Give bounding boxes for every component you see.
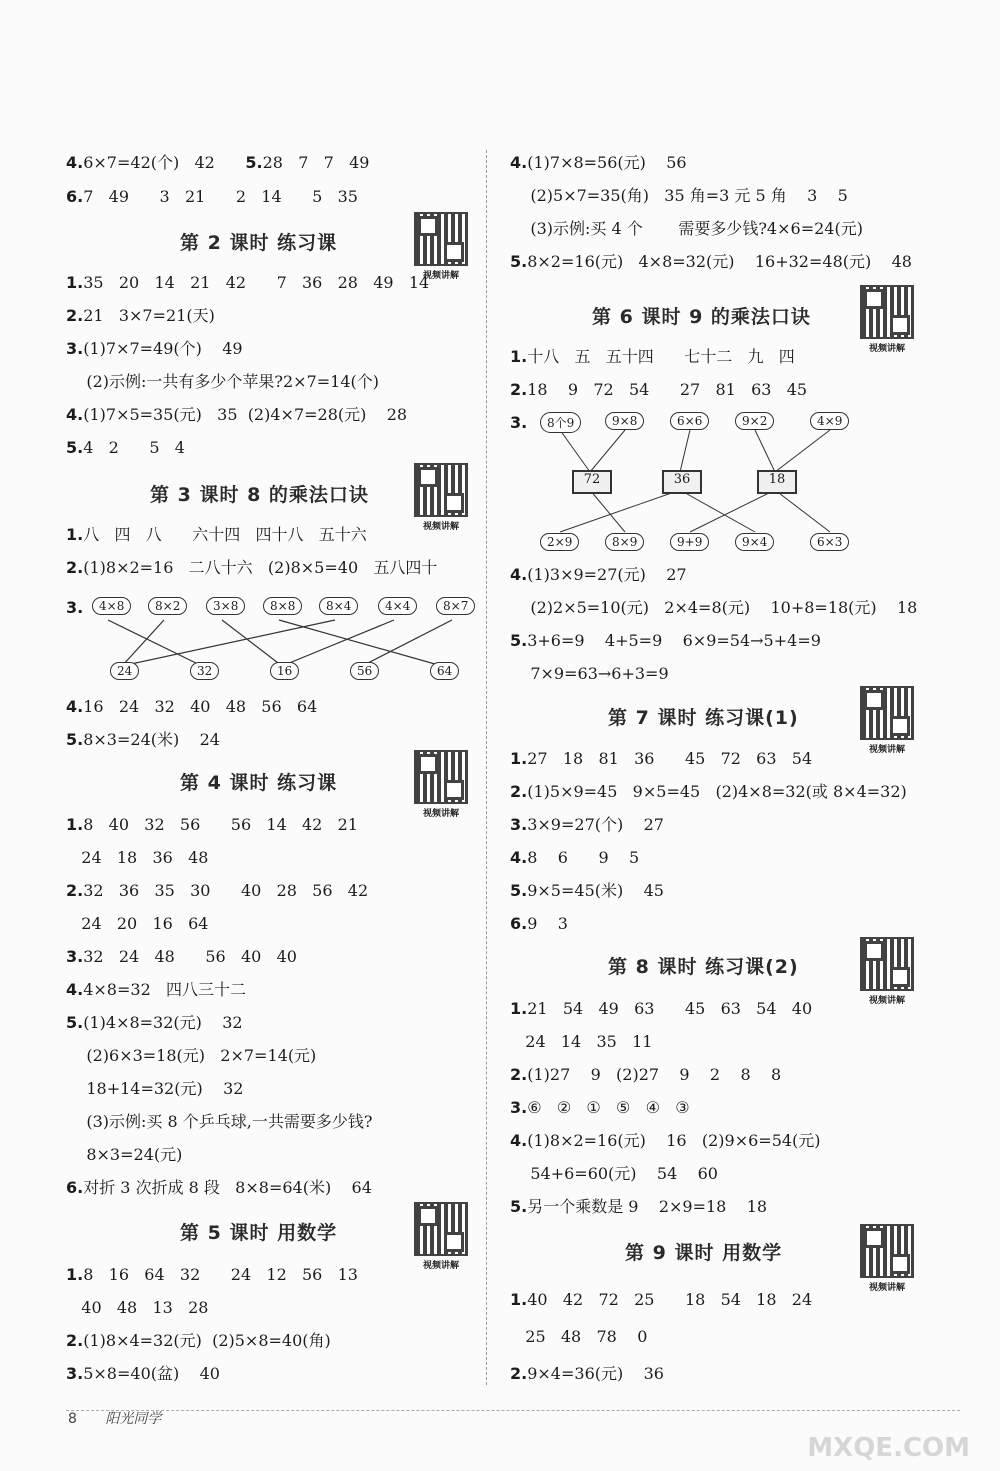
answer-text: 8 16 64 32 24 12 56 13 <box>83 1265 358 1284</box>
answer-line <box>66 1046 316 1066</box>
multiplication-bubble: 8×8 <box>263 597 302 615</box>
answer-text: 另一个乘数是 9 2×9=18 18 <box>527 1197 768 1216</box>
answer-text: 7×9=63→6+3=9 <box>510 664 669 683</box>
qr-code-icon <box>414 212 468 266</box>
lesson-heading: 第 6 课时 9 的乘法口诀 <box>592 306 811 328</box>
question-number: 2. <box>66 558 84 577</box>
answer-text: 24 20 16 64 <box>66 914 209 933</box>
qr-code-icon <box>414 463 468 517</box>
question-number: 2. <box>66 306 84 325</box>
answer-text: 28 7 7 49 <box>262 153 370 172</box>
answer-text: 21 54 49 63 45 63 54 40 <box>527 999 813 1018</box>
question-number: 2. <box>510 782 528 801</box>
qr-code <box>414 463 468 532</box>
product-bubble: 32 <box>190 662 219 680</box>
answer-line <box>510 1164 718 1184</box>
answer-line <box>510 1131 821 1151</box>
answer-text: (1)7×8=56(元) 56 <box>527 153 687 172</box>
expression-bubble: 9+9 <box>670 533 709 551</box>
answer-line <box>66 1331 331 1351</box>
multiplication-bubble: 9×8 <box>605 412 644 430</box>
page-number: 8 <box>68 1411 77 1427</box>
answer-text: (2)6×3=18(元) 2×7=14(元) <box>66 1046 317 1065</box>
answer-text: 9×5=45(米) 45 <box>527 881 664 900</box>
question-number: 4. <box>510 1131 528 1150</box>
answer-line <box>66 1298 208 1318</box>
answer-line <box>510 999 812 1019</box>
answer-text: 3×9=27(个) 27 <box>527 815 664 834</box>
answer-text: (1)4×8=32(元) 32 <box>83 1013 243 1032</box>
question-number <box>510 413 527 433</box>
answer-line <box>66 947 297 967</box>
question-number: 5. <box>510 881 528 900</box>
answer-line <box>510 1364 664 1384</box>
answer-text: (1)8×2=16 二八十六 (2)8×5=40 五八四十 <box>83 558 438 577</box>
answer-line <box>66 372 379 392</box>
connector-line <box>690 490 775 532</box>
answer-line <box>66 914 208 934</box>
answer-line <box>66 730 220 750</box>
question-number: 3. <box>66 947 84 966</box>
product-box: 18 <box>757 470 797 494</box>
answer-text: 27 18 81 36 45 72 63 54 <box>527 749 813 768</box>
lesson-heading: 第 7 课时 练习课(1) <box>608 707 799 729</box>
qr-code <box>860 285 914 354</box>
answer-text: (2)5×7=35(角) 35 角=3 元 5 角 3 5 <box>510 186 848 205</box>
question-number: 1. <box>510 749 528 768</box>
qr-code <box>860 1224 914 1293</box>
answer-text: (1)27 9 (2)27 9 2 8 8 <box>527 1065 782 1084</box>
question-number: 1. <box>66 1265 84 1284</box>
answer-line <box>510 749 812 769</box>
answer-line <box>510 914 568 934</box>
answer-text: (1)3×9=27(元) 27 <box>527 565 687 584</box>
lesson-heading: 第 8 课时 练习课(2) <box>608 956 799 978</box>
connector-line <box>680 430 690 472</box>
qr-code-icon <box>414 750 468 804</box>
answer-text: 32 24 48 56 40 40 <box>83 947 297 966</box>
multiplication-bubble: 4×8 <box>92 597 131 615</box>
question-number: 1. <box>510 1290 528 1309</box>
question-number <box>66 598 83 618</box>
question-number: 6. <box>66 1178 84 1197</box>
qr-caption: 视频讲解 <box>422 522 459 532</box>
question-number: 5. <box>66 438 84 457</box>
answer-text: 4 2 5 4 <box>83 438 185 457</box>
question-number: 5. <box>510 252 528 271</box>
question-number: 3. <box>510 1098 528 1117</box>
answer-text: 18+14=32(元) 32 <box>66 1079 244 1098</box>
question-number: 5. <box>245 153 263 172</box>
answer-text: (2)示例:一共有多少个苹果?2×7=14(个) <box>66 372 379 391</box>
answer-line <box>510 1327 647 1347</box>
answer-text: 9 3 <box>527 914 568 933</box>
qr-code-icon <box>860 937 914 991</box>
lesson-heading: 第 5 课时 用数学 <box>180 1222 338 1244</box>
question-number: 1. <box>510 999 528 1018</box>
question-number: 4. <box>66 697 84 716</box>
multiplication-bubble: 9×2 <box>735 412 774 430</box>
question-number: 2. <box>66 881 84 900</box>
question-number: 1. <box>66 815 84 834</box>
answer-line <box>66 405 407 425</box>
question-number: 2. <box>510 1065 528 1084</box>
product-box: 36 <box>662 470 702 494</box>
answer-text: 24 14 35 11 <box>510 1032 653 1051</box>
answer-text: 8 40 32 56 56 14 42 21 <box>83 815 358 834</box>
answer-line <box>66 1112 372 1132</box>
answer-line <box>510 782 907 802</box>
answer-line <box>66 153 369 173</box>
answer-line <box>66 1079 243 1099</box>
question-number: 5. <box>510 631 528 650</box>
connector-line <box>680 490 755 532</box>
answer-text: 16 24 32 40 48 56 64 <box>83 697 318 716</box>
answer-line <box>510 186 848 206</box>
product-bubble: 56 <box>350 662 379 680</box>
multiplication-bubble: 8×4 <box>319 597 358 615</box>
multiplication-bubble: 8×7 <box>436 597 475 615</box>
question-number: 4. <box>66 980 84 999</box>
answer-line <box>510 631 821 651</box>
answer-line <box>510 598 917 618</box>
answer-text: 35 20 14 21 42 7 36 28 49 14 <box>83 273 430 292</box>
answer-line <box>510 380 807 400</box>
qr-code-icon <box>860 1224 914 1278</box>
answer-line <box>66 881 368 901</box>
answer-line <box>66 1265 358 1285</box>
qr-code <box>860 937 914 1006</box>
answer-text: 十八 五 五十四 七十二 九 四 <box>527 347 795 366</box>
answer-text: 八 四 八 六十四 四十八 五十六 <box>83 525 367 544</box>
answer-text: 9×4=36(元) 36 <box>527 1364 664 1383</box>
qr-code <box>414 1202 468 1271</box>
product-box: 72 <box>572 470 612 494</box>
answer-line <box>510 848 639 868</box>
answer-line <box>66 1364 220 1384</box>
answer-line <box>510 1065 781 1085</box>
answer-text: 40 42 72 25 18 54 18 24 <box>527 1290 813 1309</box>
question-number: 2. <box>510 380 528 399</box>
answer-text: 8×3=24(米) 24 <box>83 730 220 749</box>
answer-text: (1)7×5=35(元) 35 (2)4×7=28(元) 28 <box>83 405 408 424</box>
qr-caption: 视频讲解 <box>868 996 905 1006</box>
question-number: 4. <box>66 405 84 424</box>
answer-line <box>510 1032 652 1052</box>
answer-line <box>66 1178 372 1198</box>
qr-code-icon <box>860 686 914 740</box>
answer-text: 40 48 13 28 <box>66 1298 209 1317</box>
answer-line <box>510 153 687 173</box>
question-number: 1. <box>66 525 84 544</box>
lesson-heading: 第 3 课时 8 的乘法口诀 <box>150 484 369 506</box>
question-number: 4. <box>510 565 528 584</box>
answer-text: (1)8×2=16(元) 16 (2)9×6=54(元) <box>527 1131 821 1150</box>
question-number: 3. <box>66 1364 84 1383</box>
multiplication-bubble: 3×8 <box>206 597 245 615</box>
multiplication-bubble: 8×2 <box>148 597 187 615</box>
expression-bubble: 8×9 <box>605 533 644 551</box>
answer-text: (3)示例:买 4 个 需要多少钱?4×6=24(元) <box>510 219 863 238</box>
product-bubble: 64 <box>430 662 459 680</box>
qr-caption: 视频讲解 <box>868 1283 905 1293</box>
answer-line <box>66 815 358 835</box>
answer-line <box>510 252 912 272</box>
connector-line <box>755 430 775 472</box>
qr-code <box>414 212 468 281</box>
answer-text: (2)2×5=10(元) 2×4=8(元) 10+8=18(元) 18 <box>510 598 918 617</box>
answer-line <box>510 881 664 901</box>
answer-text: 4×8=32 四八三十二 <box>83 980 247 999</box>
expression-bubble: 9×4 <box>735 533 774 551</box>
multiplication-bubble: 4×9 <box>810 412 849 430</box>
column-divider <box>486 150 487 1385</box>
connector-line <box>560 430 590 472</box>
connector-line <box>775 490 830 532</box>
answer-line <box>66 848 208 868</box>
question-number: 5. <box>66 1013 84 1032</box>
lesson-heading: 第 2 课时 练习课 <box>180 232 338 254</box>
watermark: MXQE.COM <box>807 1433 970 1463</box>
answer-text: (1)7×7=49(个) 49 <box>83 339 243 358</box>
multiplication-bubble: 6×6 <box>670 412 709 430</box>
answer-text: 21 3×7=21(天) <box>83 306 215 325</box>
answer-text: 32 36 35 30 40 28 56 42 <box>83 881 369 900</box>
answer-line <box>510 1290 812 1310</box>
question-number: 4. <box>510 848 528 867</box>
answer-text: 6×7=42(个) 42 <box>83 153 246 172</box>
product-bubble: 16 <box>270 662 299 680</box>
footer-rule <box>66 1410 960 1411</box>
question-number: 1. <box>66 273 84 292</box>
question-number: 2. <box>66 1331 84 1350</box>
qr-code <box>860 686 914 755</box>
expression-bubble: 6×3 <box>810 533 849 551</box>
answer-line <box>66 558 437 578</box>
question-number: 3. <box>510 815 528 834</box>
answer-text: 24 18 36 48 <box>66 848 209 867</box>
qr-caption: 视频讲解 <box>868 344 905 354</box>
qr-caption: 视频讲解 <box>422 809 459 819</box>
question-number: 1. <box>510 347 528 366</box>
question-number: 3. <box>510 413 528 432</box>
qr-code <box>414 750 468 819</box>
answer-line <box>66 273 429 293</box>
answer-line <box>510 347 795 367</box>
answer-text: (1)5×9=45 9×5=45 (2)4×8=32(或 8×4=32) <box>527 782 907 801</box>
qr-code-icon <box>414 1202 468 1256</box>
question-number: 4. <box>66 153 84 172</box>
connector-line <box>590 430 625 472</box>
answer-line <box>510 565 687 585</box>
question-number: 3. <box>66 339 84 358</box>
answer-text: 7 49 3 21 2 14 5 35 <box>83 187 358 206</box>
qr-caption: 视频讲解 <box>868 745 905 755</box>
qr-caption: 视频讲解 <box>422 271 459 281</box>
product-bubble: 24 <box>110 662 139 680</box>
connector-line <box>122 620 164 666</box>
answer-line <box>66 306 215 326</box>
answer-line <box>66 1013 243 1033</box>
connector-line <box>282 620 394 666</box>
expression-bubble: 2×9 <box>540 533 579 551</box>
answer-line <box>66 339 243 359</box>
answer-line <box>66 980 246 1000</box>
answer-line <box>66 1145 182 1165</box>
answer-text: 54+6=60(元) 54 60 <box>510 1164 718 1183</box>
answer-line <box>66 697 317 717</box>
question-number: 4. <box>510 153 528 172</box>
answer-text: ⑥ ② ① ⑤ ④ ③ <box>527 1098 690 1117</box>
answer-text: (3)示例:买 8 个乒乓球,一共需要多少钱? <box>66 1112 373 1131</box>
answer-text: 25 48 78 0 <box>510 1327 648 1346</box>
answer-line <box>66 187 358 207</box>
qr-code-icon <box>860 285 914 339</box>
answer-line <box>510 1098 690 1118</box>
question-number: 6. <box>510 914 528 933</box>
answer-text: 8×3=24(元) <box>66 1145 183 1164</box>
answer-line <box>510 219 863 239</box>
question-number: 6. <box>66 187 84 206</box>
qr-caption: 视频讲解 <box>422 1261 459 1271</box>
connector-line <box>362 620 452 666</box>
question-number: 5. <box>510 1197 528 1216</box>
footer-badge <box>68 1408 161 1428</box>
connector-line <box>775 430 830 472</box>
answer-text: 8 6 9 5 <box>527 848 640 867</box>
answer-text: 3+6=9 4+5=9 6×9=54→5+4=9 <box>527 631 821 650</box>
multiplication-bubble: 4×4 <box>378 597 417 615</box>
lesson-heading: 第 9 课时 用数学 <box>625 1242 783 1264</box>
answer-text: 5×8=40(盆) 40 <box>83 1364 220 1383</box>
answer-line <box>510 1197 767 1217</box>
answer-text: 18 9 72 54 27 81 63 45 <box>527 380 808 399</box>
question-number: 5. <box>66 730 84 749</box>
answer-line <box>510 664 669 684</box>
answer-line <box>66 438 185 458</box>
answer-line <box>66 525 367 545</box>
question-number: 3. <box>66 598 84 617</box>
lesson-heading: 第 4 课时 练习课 <box>180 772 338 794</box>
question-number: 2. <box>510 1364 528 1383</box>
brand-name: 阳光同学 <box>105 1411 162 1427</box>
answer-text: 对折 3 次折成 8 段 8×8=64(米) 64 <box>83 1178 372 1197</box>
answer-text: 8×2=16(元) 4×8=32(元) 16+32=48(元) 48 <box>527 252 912 271</box>
answer-text: (1)8×4=32(元) (2)5×8=40(角) <box>83 1331 331 1350</box>
answer-line <box>510 815 664 835</box>
multiplication-bubble: 8个9 <box>540 412 581 433</box>
